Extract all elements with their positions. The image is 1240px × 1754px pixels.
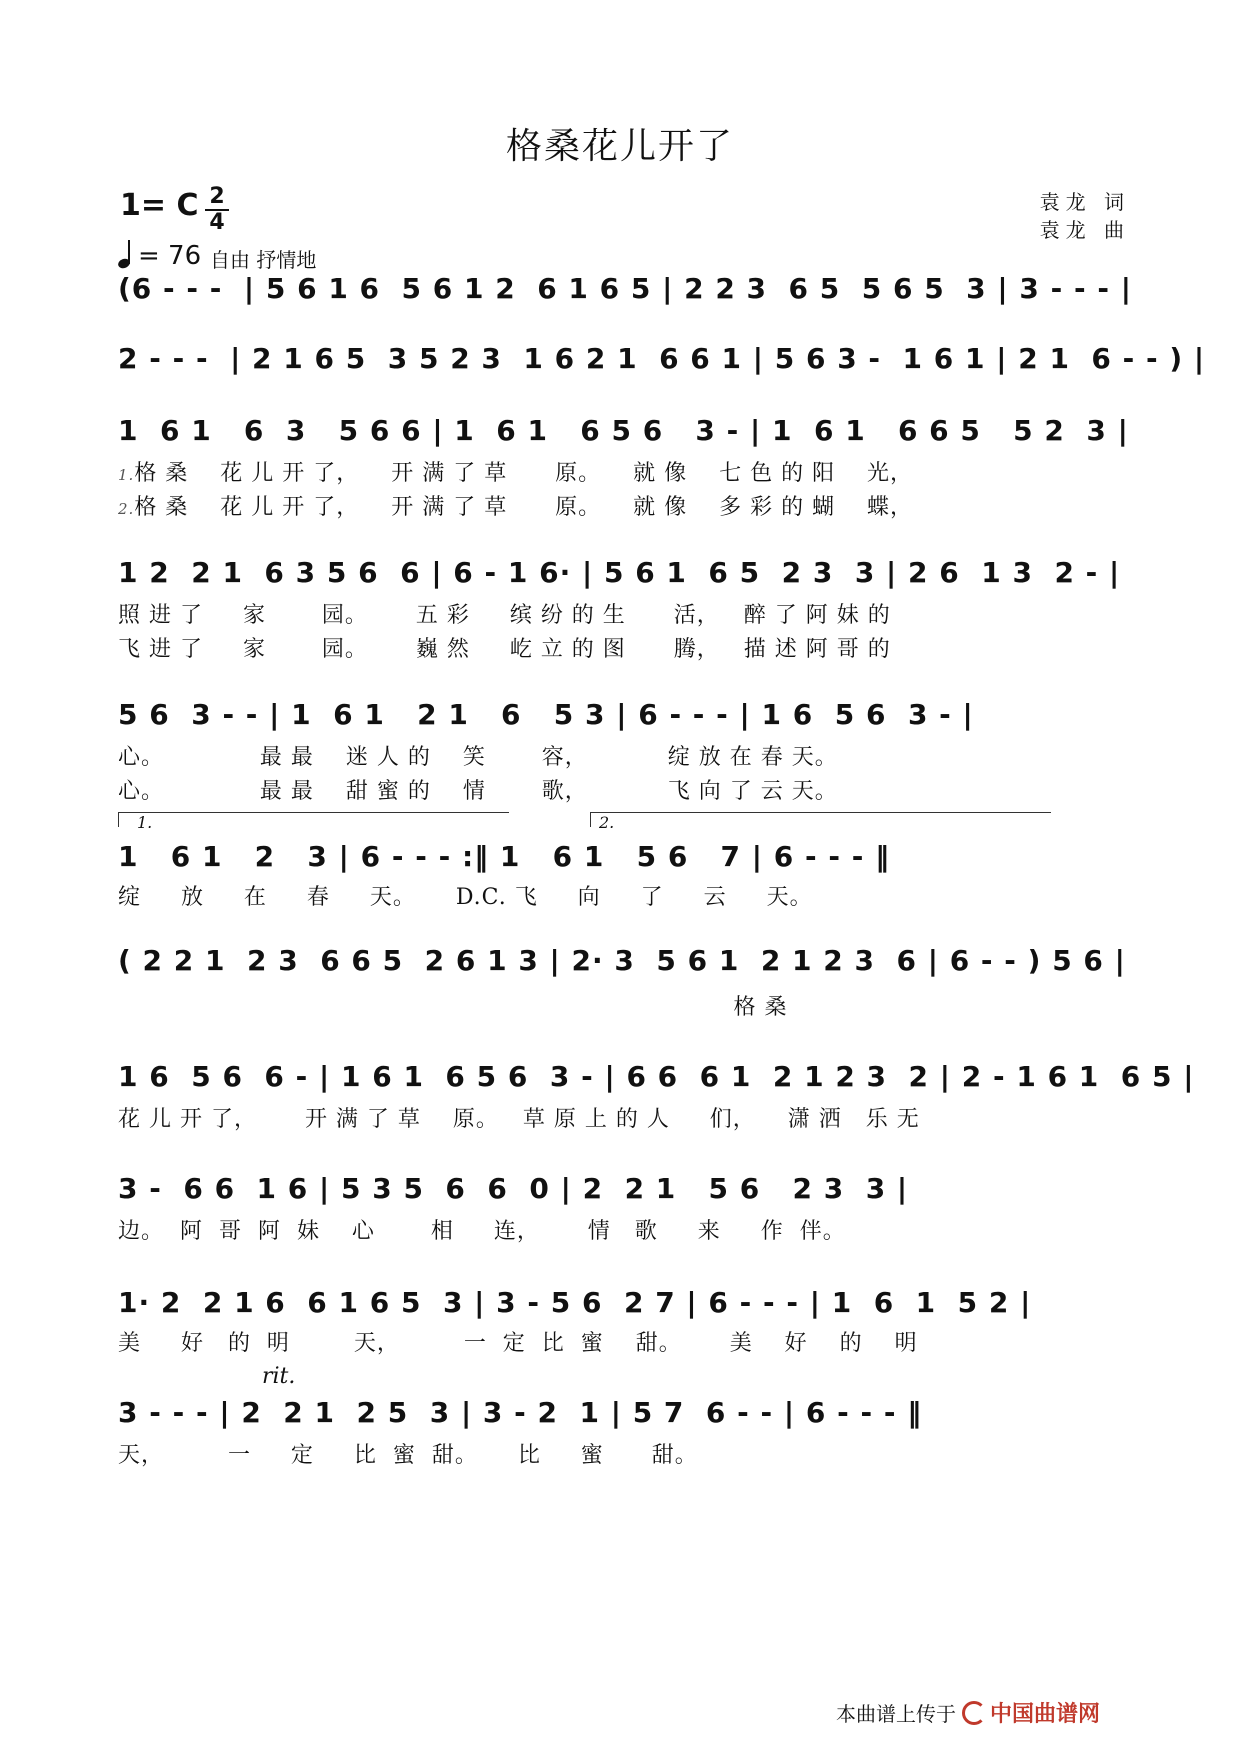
lyric-line-3-verse-2: [118, 490, 913, 521]
score-line-5: 5 6 3 - - | 1 6 1 2 1 6 5 3 | 6 - - - | 1 6 5 6 3 - |: [118, 698, 974, 731]
score-line-6: 1 6 1 2 3 | 6 - - - :‖ 1 6 1 5 6 7 | 6 - - - ‖: [118, 840, 891, 873]
lyric-line-5-verse-1: 心。 最 最 迷 人 的 笑 容， 绽 放 在 春 天。: [118, 745, 838, 770]
expression-marking: 自由 抒情地: [210, 248, 317, 272]
second-ending-bracket: [590, 812, 1051, 832]
lyric-line-8: 花 儿 开 了， 开 满 了 草 原。 草 原 上 的 人 们， 潇 洒 乐 无: [118, 1107, 920, 1132]
ritardando-marking: rit.: [262, 1364, 296, 1389]
quarter-note-icon: [118, 240, 132, 268]
score-line-8: 1 6 5 6 6 - | 1 6 1 6 5 6 3 - | 6 6 6 1 2 1 2 3 2 | 2 - 1 6 1 6 5 |: [118, 1060, 1195, 1093]
lyric-line-4-verse-1: 照 进 了 家 园。 五 彩 缤 纷 的 生 活， 醉 了 阿 妹 的: [118, 603, 891, 628]
score-line-2: 2 - - - | 2 1 6 5 3 5 2 3 1 6 2 1 6 6 1 | 5 6 3 - 1 6 1 | 2 1 6 - - ) |: [118, 342, 1206, 375]
verse-number: 2.: [118, 500, 135, 518]
lyric-text: 格 桑 花 儿 开 了， 开 满 了 草 原。 就 像 七 色 的 阳 光，: [134, 461, 914, 486]
footer-text: 本曲谱上传于: [835, 1702, 956, 1726]
page-title: 格桑花儿开了: [505, 126, 734, 167]
lyric-line-4-verse-2: 飞 进 了 家 园。 巍 然 屹 立 的 图 腾， 描 述 阿 哥 的: [118, 637, 891, 662]
first-ending-label: 1.: [137, 813, 153, 832]
lyric-line-11: 天， 一 定 比 蜜 甜。 比 蜜 甜。: [118, 1443, 698, 1468]
score-line-10: 1· 2 2 1 6 6 1 6 5 3 | 3 - 5 6 2 7 | 6 - - - | 1 6 1 5 2 |: [118, 1286, 1032, 1319]
verse-number: 1.: [118, 466, 135, 484]
meter-top: 2: [209, 184, 225, 209]
first-ending-bracket: [118, 812, 509, 832]
lyric-line-9: 边。 阿 哥 阿 妹 心 相 连， 情 歌 来 作 伴。: [118, 1219, 846, 1244]
composer-credit: 袁龙 曲: [1039, 218, 1130, 242]
site-logo-icon: [962, 1701, 986, 1725]
score-line-1: (6 - - - | 5 6 1 6 5 6 1 2 6 1 6 5 | 2 2 3 6 5 5 6 5 3 | 3 - - - |: [118, 272, 1132, 305]
key-signature: 1= C: [120, 188, 199, 223]
lyric-line-7: 格 桑: [118, 995, 788, 1020]
lyric-line-3-verse-1: [118, 456, 913, 487]
score-line-7: ( 2 2 1 2 3 6 6 5 2 6 1 3 | 2· 3 5 6 1 2 1 2 3 6 | 6 - - ) 5 6 |: [118, 944, 1126, 977]
lyricist-credit: 袁龙 词: [1039, 190, 1130, 214]
site-brand[interactable]: 中国曲谱网: [989, 1702, 1100, 1727]
score-line-9: 3 - 6 6 1 6 | 5 3 5 6 6 0 | 2 2 1 5 6 2 3 3 |: [118, 1172, 909, 1205]
time-signature: [205, 186, 229, 234]
score-line-3: 1 6 1 6 3 5 6 6 | 1 6 1 6 5 6 3 - | 1 6 1 6 6 5 5 2 3 |: [118, 414, 1129, 447]
meter-bottom: 4: [209, 210, 225, 235]
lyric-text: 格 桑 花 儿 开 了， 开 满 了 草 原。 就 像 多 彩 的 蝴 蝶，: [134, 495, 914, 520]
lyric-line-6: 绽 放 在 春 天。 D.C. 飞 向 了 云 天。: [118, 885, 813, 910]
tempo-value: = 76: [138, 241, 202, 271]
tempo-marking: [118, 240, 201, 271]
lyric-line-5-verse-2: 心。 最 最 甜 蜜 的 情 歌， 飞 向 了 云 天。: [118, 779, 838, 804]
score-line-11: 3 - - - | 2 2 1 2 5 3 | 3 - 2 1 | 5 7 6 - - | 6 - - - ‖: [118, 1396, 923, 1429]
score-line-4: 1 2 2 1 6 3 5 6 6 | 6 - 1 6· | 5 6 1 6 5 2 3 3 | 2 6 1 3 2 - |: [118, 556, 1121, 589]
lyric-line-10: 美 好 的 明 天， 一 定 比 蜜 甜。 美 好 的 明: [118, 1331, 918, 1356]
second-ending-label: 2.: [599, 813, 615, 832]
footer-credit: [836, 1697, 1100, 1728]
